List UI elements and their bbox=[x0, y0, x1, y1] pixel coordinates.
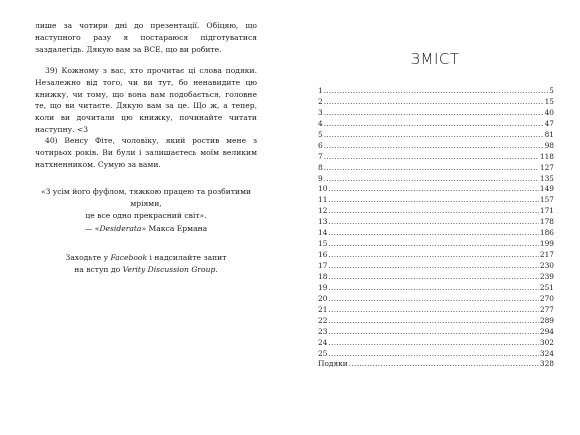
toc-entry-page: 81 bbox=[544, 129, 554, 139]
epigraph-attribution bbox=[35, 223, 257, 235]
toc-entry bbox=[318, 152, 554, 163]
toc-entry-label: 24 bbox=[318, 337, 328, 347]
toc-entry-label: 13 bbox=[318, 217, 328, 227]
toc-entry-page: 171 bbox=[539, 206, 554, 216]
toc-entry-page: 251 bbox=[539, 282, 554, 292]
toc-entry bbox=[318, 184, 554, 195]
toc-entry bbox=[318, 272, 554, 283]
toc-entry bbox=[318, 283, 554, 294]
toc-entry-page: 289 bbox=[539, 315, 554, 325]
toc-entry-page: 302 bbox=[539, 337, 554, 347]
toc-leader-dots bbox=[328, 294, 538, 305]
epigraph-line-2: це все одно прекрасний світ». bbox=[85, 211, 207, 221]
toc-entry bbox=[318, 195, 554, 206]
toc-leader-dots bbox=[328, 261, 538, 272]
paragraph-thanks-39 bbox=[35, 65, 257, 136]
toc-entry-page: 118 bbox=[539, 151, 554, 161]
toc-entry-label: 2 bbox=[318, 96, 323, 106]
toc-leader-dots bbox=[324, 141, 544, 152]
epigraph-quote bbox=[35, 186, 257, 235]
toc-entry-page: 199 bbox=[539, 239, 554, 249]
toc-entry bbox=[318, 316, 554, 327]
toc-entry bbox=[318, 228, 554, 239]
toc-entry-label: 10 bbox=[318, 184, 328, 194]
toc-entry-page: 135 bbox=[539, 173, 554, 183]
toc-entry-page: 149 bbox=[539, 184, 554, 194]
toc-leader-dots bbox=[328, 239, 538, 250]
toc-entry-label: 12 bbox=[318, 206, 328, 216]
toc-entry-page: 157 bbox=[539, 195, 554, 205]
toc-leader-dots bbox=[324, 174, 539, 185]
toc-leader-dots bbox=[324, 130, 544, 141]
toc-entry-label: 21 bbox=[318, 304, 328, 314]
toc-entry-label: 6 bbox=[318, 140, 323, 150]
toc-entry-label: 7 bbox=[318, 151, 323, 161]
toc-entry-label: 5 bbox=[318, 129, 323, 139]
toc-entry-page: 217 bbox=[539, 250, 554, 260]
toc-entry-page: 178 bbox=[539, 217, 554, 227]
right-page bbox=[290, 0, 580, 435]
toc-entry-page: 270 bbox=[539, 293, 554, 303]
toc-entry bbox=[318, 217, 554, 228]
toc-leader-dots bbox=[328, 217, 538, 228]
toc-entry-page: 239 bbox=[539, 271, 554, 281]
toc-entry bbox=[318, 294, 554, 305]
toc-entry bbox=[318, 86, 554, 97]
invite-group: Verity Discussion Group bbox=[122, 265, 216, 275]
toc-entry-label: 20 bbox=[318, 293, 328, 303]
toc-entry-label: 8 bbox=[318, 162, 323, 172]
attribution-dash: — « bbox=[84, 223, 100, 233]
toc-leader-dots bbox=[328, 206, 538, 217]
toc-leader-dots bbox=[328, 228, 538, 239]
toc-entry bbox=[318, 130, 554, 141]
toc-entry-label: 3 bbox=[318, 107, 323, 117]
toc-entry-page: 186 bbox=[539, 228, 554, 238]
toc-entry-page: 5 bbox=[549, 86, 554, 95]
toc-entry-page: 328 bbox=[539, 359, 554, 369]
toc-leader-dots bbox=[328, 316, 538, 327]
toc-entry bbox=[318, 141, 554, 152]
toc-entry-page: 40 bbox=[544, 107, 554, 117]
toc-entry bbox=[318, 327, 554, 338]
toc-entry bbox=[318, 338, 554, 349]
toc-entry bbox=[318, 261, 554, 272]
toc-entry-page: 98 bbox=[544, 140, 554, 150]
toc-leader-dots bbox=[324, 97, 544, 108]
toc-entry-page: 294 bbox=[539, 326, 554, 336]
toc-entry-page: 277 bbox=[539, 304, 554, 314]
toc-entry-label: 14 bbox=[318, 228, 328, 238]
toc-leader-dots bbox=[328, 305, 538, 316]
toc-entry bbox=[318, 174, 554, 185]
toc-entry-label: 16 bbox=[318, 250, 328, 260]
toc-entry-label: 9 bbox=[318, 173, 323, 183]
toc-leader-dots bbox=[349, 359, 539, 370]
toc-entry-label: Подяки bbox=[318, 359, 348, 369]
toc-leader-dots bbox=[324, 108, 544, 119]
toc-leader-dots bbox=[328, 283, 538, 294]
toc-entry-page: 47 bbox=[544, 118, 554, 128]
toc-title: ЗМІСТ bbox=[410, 50, 460, 68]
toc-entry bbox=[318, 239, 554, 250]
toc-entry-page: 324 bbox=[539, 348, 554, 358]
toc-entry-label: 25 bbox=[318, 348, 328, 358]
toc-leader-dots bbox=[328, 272, 538, 283]
toc-entry-label: 15 bbox=[318, 239, 328, 249]
attribution-author: » Макса Ермана bbox=[141, 223, 208, 233]
invite-part-1: Заходьте у bbox=[65, 253, 111, 262]
toc-entry-label: 23 bbox=[318, 326, 328, 336]
paragraph-continuation: лише за чотири дні до презентації. Обіцяю, що наступного разу я постараюся підготуватися заздалегідь. Дякую вам за ВСЕ, що ви робите. bbox=[35, 21, 257, 54]
toc-entry-page: 127 bbox=[539, 162, 554, 172]
toc-entry-label: 4 bbox=[318, 118, 323, 128]
toc-entry-label: 19 bbox=[318, 282, 328, 292]
toc-leader-dots bbox=[324, 163, 539, 174]
table-of-contents bbox=[318, 86, 554, 370]
paragraph-thanks-40-text: 40) Венсу Фіте, чоловіку, який ростив мене з чотирьох років. Ви були і залишаєтесь моїм великим натхненником. Сумую за вами. bbox=[35, 136, 257, 169]
invite-facebook: Facebook bbox=[110, 253, 148, 262]
attribution-title: Desiderata bbox=[99, 223, 142, 233]
toc-leader-dots bbox=[328, 327, 538, 338]
toc-entry-label: 17 bbox=[318, 261, 328, 270]
facebook-invite bbox=[35, 252, 257, 276]
toc-entry bbox=[318, 305, 554, 316]
invite-part-3: на вступ до bbox=[74, 265, 123, 275]
invite-part-4: . bbox=[215, 265, 218, 275]
toc-entry bbox=[318, 163, 554, 174]
paragraph-thanks-39-text: 39) Кожному з вас, хто прочитає ці слова подяки. Незалежно від того, чи ви тут, бо ненавидите цю книжку, чи тому, що вона вам подобається, головне те, що ви читаєте. Дякую вам за це. Що ж, а тепер, коли ви дочитали цю книжку, починайте читати наступну. <3 bbox=[35, 66, 257, 134]
toc-leader-dots bbox=[328, 349, 538, 360]
toc-entry bbox=[318, 108, 554, 119]
toc-leader-dots bbox=[328, 250, 538, 261]
toc-entry-label: 1 bbox=[318, 86, 323, 95]
invite-line-1 bbox=[35, 252, 257, 264]
invite-line-2 bbox=[35, 264, 257, 276]
toc-leader-dots bbox=[328, 338, 538, 349]
toc-leader-dots bbox=[328, 195, 538, 206]
toc-entry bbox=[318, 97, 554, 108]
invite-part-2: і надсилайте запит bbox=[147, 253, 227, 262]
toc-entry bbox=[318, 359, 554, 370]
toc-leader-dots bbox=[324, 119, 544, 130]
toc-entry bbox=[318, 349, 554, 360]
toc-leader-dots bbox=[328, 184, 538, 195]
toc-entry bbox=[318, 250, 554, 261]
epigraph-line-1: «З усім його фуфлом, тяжкою працею та розбитими мріями, bbox=[40, 187, 252, 209]
toc-leader-dots bbox=[324, 86, 549, 97]
toc-entry-label: 22 bbox=[318, 315, 328, 325]
paragraph-thanks-40 bbox=[35, 135, 257, 170]
toc-entry-label: 11 bbox=[318, 195, 328, 205]
toc-entry-page: 230 bbox=[539, 261, 554, 270]
toc-entry bbox=[318, 119, 554, 130]
toc-entry-page: 15 bbox=[544, 96, 554, 106]
toc-leader-dots bbox=[324, 152, 539, 163]
toc-entry bbox=[318, 206, 554, 217]
toc-entry-label: 18 bbox=[318, 271, 328, 281]
